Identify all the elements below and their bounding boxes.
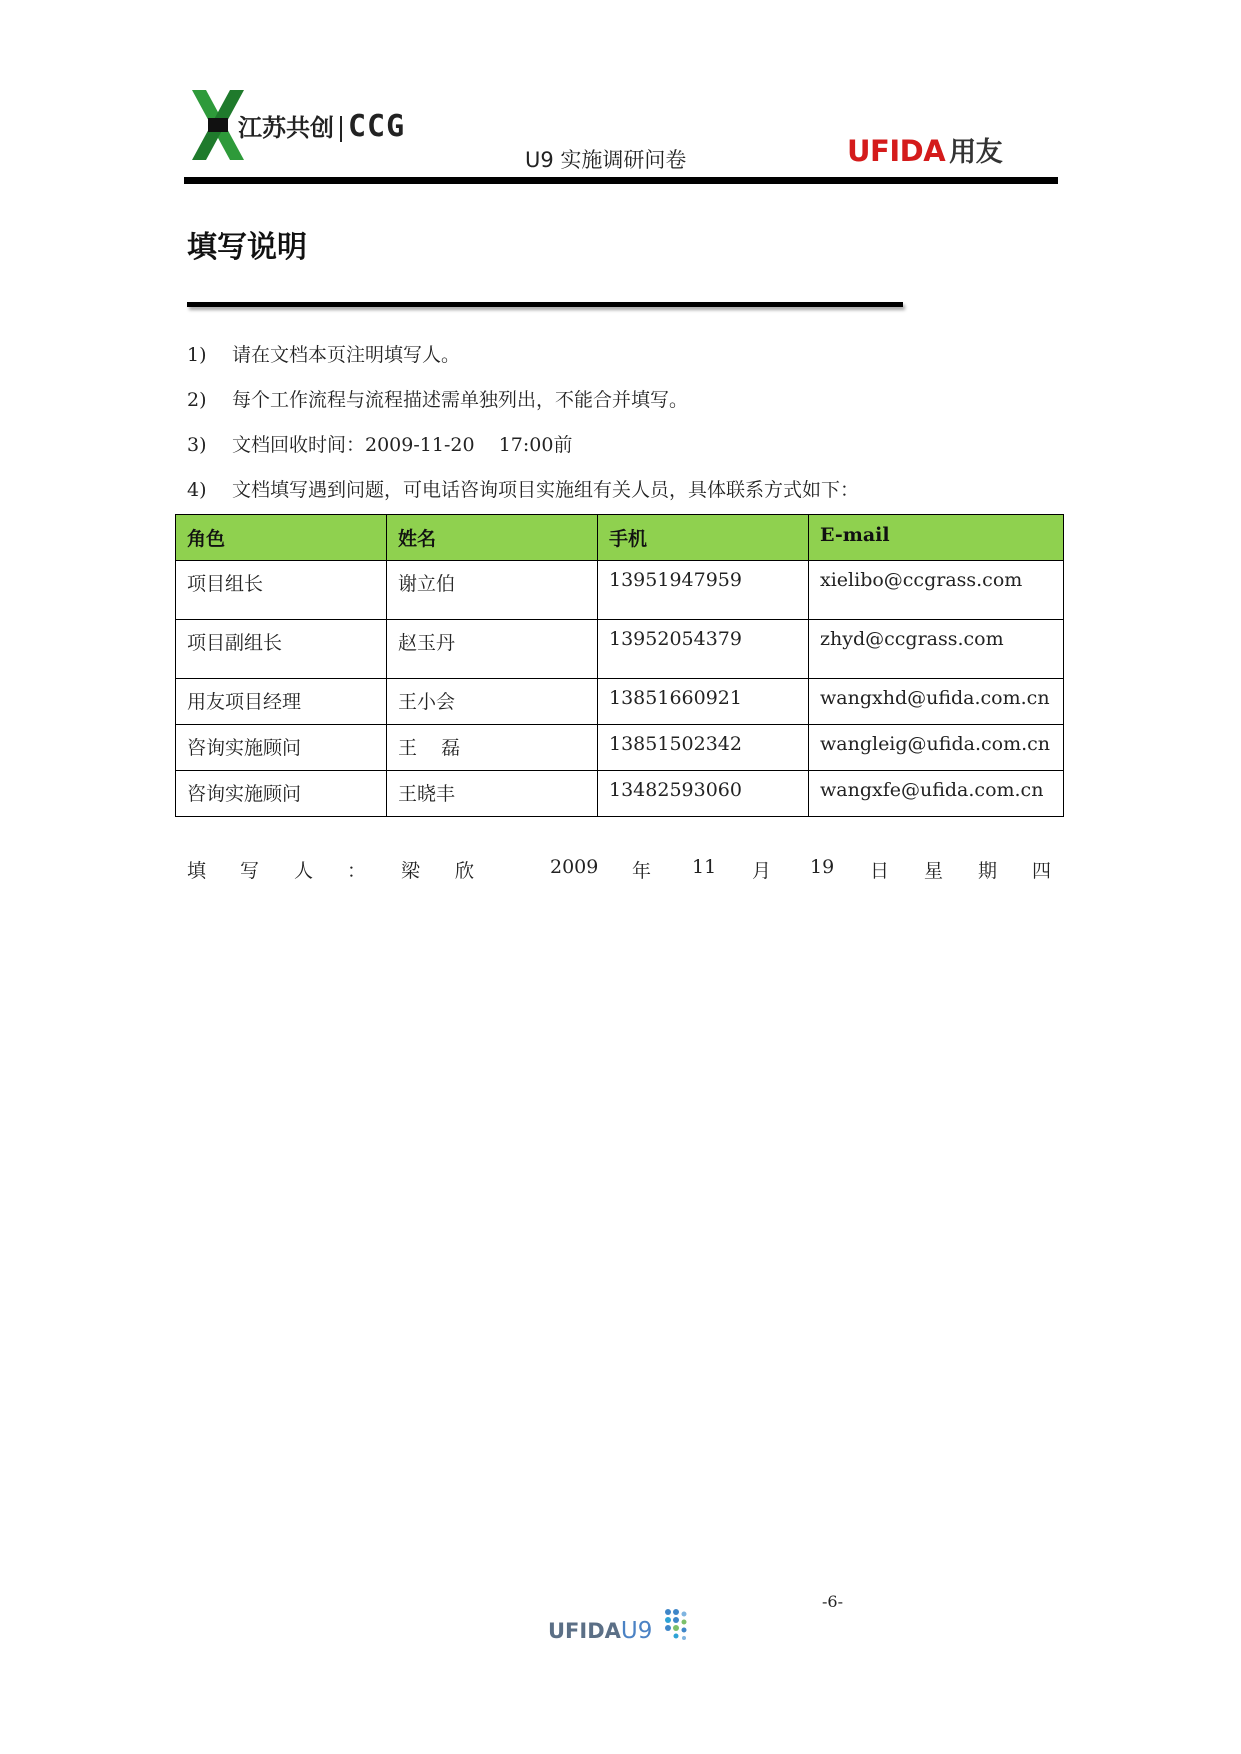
section-rule xyxy=(187,302,903,307)
signature-token: 2009 xyxy=(550,856,599,878)
cell-role: 咨询实施顾问 xyxy=(176,725,387,771)
ufida-logo-cn: 用友 xyxy=(949,137,1003,168)
instruction-item xyxy=(187,385,688,412)
instruction-text: 每个工作流程与流程描述需单独列出，不能合并填写。 xyxy=(232,389,689,411)
header-email: E-mail xyxy=(809,515,1064,561)
cell-name: 王晓丰 xyxy=(387,771,598,817)
section-title: 填写说明 xyxy=(187,230,307,265)
cell-role: 用友项目经理 xyxy=(176,679,387,725)
instruction-number: 1) xyxy=(187,344,207,366)
cell-role: 项目组长 xyxy=(176,561,387,620)
signature-token: 日 xyxy=(870,860,890,882)
cell-email: wangxfe@ufida.com.cn xyxy=(809,771,1064,817)
cell-email: zhyd@ccgrass.com xyxy=(809,620,1064,679)
cell-email: wangxhd@ufida.com.cn xyxy=(809,679,1064,725)
signature-token: 11 xyxy=(692,856,717,878)
instruction-text: 文档填写遇到问题，可电话咨询项目实施组有关人员，具体联系方式如下： xyxy=(232,479,860,501)
signature-token: 19 xyxy=(810,856,835,878)
cell-name: 王 磊 xyxy=(387,725,598,771)
logo-divider xyxy=(340,116,342,142)
cell-phone: 13952054379 xyxy=(598,620,809,679)
instruction-number: 2) xyxy=(187,389,207,411)
cell-name: 王小会 xyxy=(387,679,598,725)
instruction-item xyxy=(187,430,572,457)
footer-dots-icon xyxy=(664,1608,698,1644)
cell-phone: 13851660921 xyxy=(598,679,809,725)
header-role: 角色 xyxy=(176,515,387,561)
ccg-logo-cn: 江苏共创 xyxy=(238,114,334,142)
signature-token: ： xyxy=(347,860,367,882)
table-row xyxy=(176,679,1064,725)
signature-token: 填 xyxy=(187,860,207,882)
header-phone: 手机 xyxy=(598,515,809,561)
page-number: -6- xyxy=(822,1592,843,1611)
cell-phone: 13482593060 xyxy=(598,771,809,817)
document-title: U9 实施调研问卷 xyxy=(525,148,687,172)
cell-email: xielibo@ccgrass.com xyxy=(809,561,1064,620)
instruction-item xyxy=(187,340,460,367)
header-name: 姓名 xyxy=(387,515,598,561)
signature-token: 四 xyxy=(1032,860,1052,882)
contact-table xyxy=(175,514,1064,817)
ccg-logo xyxy=(238,108,405,144)
table-row xyxy=(176,771,1064,817)
table-row xyxy=(176,725,1064,771)
cell-email: wangleig@ufida.com.cn xyxy=(809,725,1064,771)
instruction-number: 4) xyxy=(187,479,207,501)
signature-token: 人 xyxy=(294,860,314,882)
instruction-text: 文档回收时间：2009-11-20 17:00前 xyxy=(232,434,573,456)
cell-name: 赵玉丹 xyxy=(387,620,598,679)
instruction-number: 3) xyxy=(187,434,207,456)
footer-logo-u9: U9 xyxy=(620,1618,653,1644)
ccg-logo-latin: CCG xyxy=(348,109,406,144)
ufida-logo xyxy=(847,130,1002,169)
table-row xyxy=(176,561,1064,620)
signature-token: 梁 xyxy=(401,860,421,882)
cell-name: 谢立伯 xyxy=(387,561,598,620)
signature-token: 欣 xyxy=(455,860,475,882)
table-header-row xyxy=(176,515,1064,561)
instruction-text: 请在文档本页注明填写人。 xyxy=(232,344,461,366)
signature-token: 年 xyxy=(632,860,652,882)
table-row xyxy=(176,620,1064,679)
signature-token: 月 xyxy=(752,860,772,882)
footer-ufida-u9-logo xyxy=(548,1618,652,1644)
cell-phone: 13951947959 xyxy=(598,561,809,620)
footer-logo-text: UFIDA xyxy=(548,1619,621,1643)
instruction-item xyxy=(187,475,859,502)
signature-token: 星 xyxy=(924,860,944,882)
header-rule xyxy=(184,177,1058,184)
ufida-logo-latin: UFIDA xyxy=(847,134,946,168)
signature-token: 期 xyxy=(978,860,998,882)
signature-token: 写 xyxy=(240,860,260,882)
cell-role: 咨询实施顾问 xyxy=(176,771,387,817)
cell-role: 项目副组长 xyxy=(176,620,387,679)
cell-phone: 13851502342 xyxy=(598,725,809,771)
